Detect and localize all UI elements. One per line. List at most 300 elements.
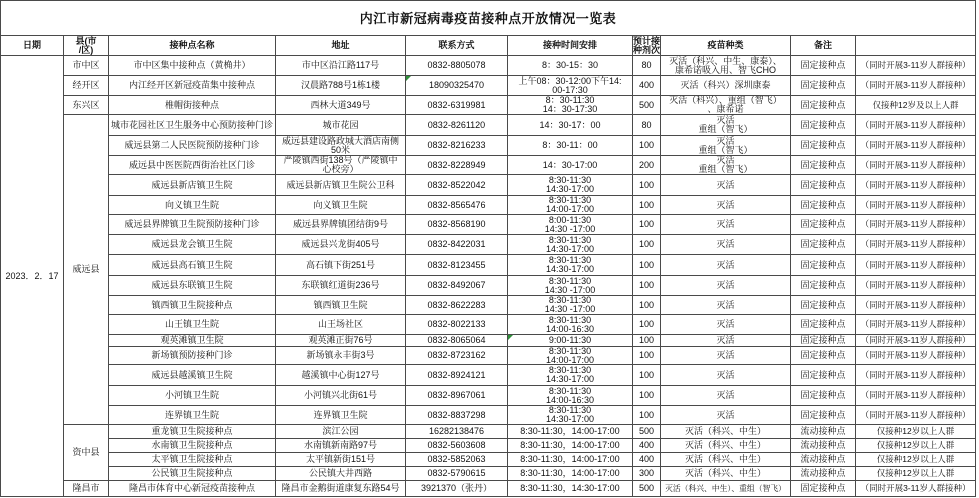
contact-cell[interactable] bbox=[406, 255, 508, 276]
note-cell[interactable] bbox=[856, 175, 976, 196]
site-type-cell[interactable] bbox=[791, 136, 856, 156]
address-text: 城市花园 bbox=[322, 119, 359, 130]
vaccine-type-text: 灭活 bbox=[716, 239, 735, 249]
header-county-line: /区) bbox=[78, 44, 94, 55]
vaccine-type-cell[interactable] bbox=[661, 296, 791, 315]
planned-doses-cell[interactable] bbox=[633, 386, 661, 406]
cell-line: 14:30 -17:00 bbox=[544, 284, 596, 295]
time-schedule-text: 14：30-17:00 bbox=[542, 159, 598, 170]
planned-doses-text: 100 bbox=[638, 369, 655, 380]
contact-cell[interactable] bbox=[406, 276, 508, 296]
cell-line: 8:30-11:30 bbox=[548, 406, 592, 415]
contact-cell[interactable] bbox=[406, 365, 508, 386]
address-cell[interactable] bbox=[276, 156, 406, 175]
time-schedule-cell[interactable] bbox=[508, 467, 633, 481]
site-type-text: 固定接种点 bbox=[800, 199, 846, 210]
note-cell[interactable] bbox=[856, 235, 976, 255]
note-cell[interactable] bbox=[856, 467, 976, 481]
site-name-text: 椎帽街接种点 bbox=[164, 99, 219, 110]
planned-doses-cell[interactable] bbox=[633, 335, 661, 347]
vaccine-type-cell[interactable] bbox=[661, 276, 791, 296]
site-type-text: 固定接种点 bbox=[800, 80, 846, 90]
site-name-cell[interactable] bbox=[109, 296, 276, 315]
header-contact[interactable] bbox=[406, 36, 508, 56]
site-name-text: 水南镇卫生院接种点 bbox=[151, 440, 233, 450]
site-type-cell[interactable] bbox=[791, 439, 856, 453]
vaccine-type-text: 灭活 bbox=[716, 350, 735, 360]
address-cell[interactable] bbox=[276, 439, 406, 453]
vaccine-type-cell[interactable] bbox=[661, 156, 791, 175]
table-row bbox=[1, 76, 976, 96]
note-cell[interactable] bbox=[856, 481, 976, 497]
cell-line: 14:30-17:00 bbox=[545, 374, 595, 384]
planned-doses-text: 100 bbox=[638, 319, 655, 329]
site-type-cell[interactable] bbox=[791, 276, 856, 296]
vaccine-type-cell[interactable] bbox=[661, 56, 791, 76]
site-name-cell[interactable] bbox=[109, 467, 276, 481]
time-schedule-cell[interactable] bbox=[508, 315, 633, 335]
cell-line: 上午08：30-12:00下午14: bbox=[518, 76, 622, 86]
header-remark-label: 备注 bbox=[813, 40, 832, 50]
contact-cell[interactable] bbox=[406, 156, 508, 175]
note-cell[interactable] bbox=[856, 115, 976, 136]
time-schedule-cell[interactable] bbox=[508, 215, 633, 235]
note-cell[interactable] bbox=[856, 453, 976, 467]
planned-doses-cell[interactable] bbox=[633, 481, 661, 497]
planned-doses-cell[interactable] bbox=[633, 467, 661, 481]
vaccine-type-cell[interactable] bbox=[661, 406, 791, 425]
site-type-text: 固定接种点 bbox=[800, 319, 846, 329]
site-name-cell[interactable] bbox=[109, 115, 276, 136]
note-cell[interactable] bbox=[856, 196, 976, 215]
cell-line: 14:30-17:00 bbox=[545, 264, 595, 274]
planned-doses-cell[interactable] bbox=[633, 425, 661, 439]
time-schedule-cell[interactable] bbox=[508, 115, 633, 136]
address-cell[interactable] bbox=[276, 196, 406, 215]
note-cell[interactable] bbox=[856, 425, 976, 439]
address-cell[interactable] bbox=[276, 406, 406, 425]
planned-doses-cell[interactable] bbox=[633, 196, 661, 215]
contact-cell[interactable] bbox=[406, 481, 508, 497]
header-vaccine[interactable] bbox=[661, 36, 791, 56]
note-cell[interactable] bbox=[856, 276, 976, 296]
planned-doses-cell[interactable] bbox=[633, 115, 661, 136]
note-cell[interactable] bbox=[856, 215, 976, 235]
cell-line: 、康希诺 bbox=[707, 104, 744, 114]
contact-cell[interactable] bbox=[406, 467, 508, 481]
time-schedule-cell[interactable] bbox=[508, 76, 633, 96]
site-type-text: 固定接种点 bbox=[800, 219, 846, 229]
address-text: 越溪镇中心街127号 bbox=[301, 369, 380, 380]
county-cell[interactable] bbox=[64, 96, 109, 115]
site-type-cell[interactable] bbox=[791, 406, 856, 425]
contact-text: 0832-5603608 bbox=[427, 440, 486, 450]
contact-cell[interactable] bbox=[406, 96, 508, 115]
table-row bbox=[1, 481, 976, 497]
address-cell[interactable] bbox=[276, 481, 406, 497]
site-name-cell[interactable] bbox=[109, 136, 276, 156]
planned-doses-cell[interactable] bbox=[633, 136, 661, 156]
header-time[interactable] bbox=[508, 36, 633, 56]
time-schedule-cell[interactable] bbox=[508, 365, 633, 386]
vaccine-type-cell[interactable] bbox=[661, 136, 791, 156]
site-type-cell[interactable] bbox=[791, 296, 856, 315]
contact-cell[interactable] bbox=[406, 406, 508, 425]
site-type-cell[interactable] bbox=[791, 115, 856, 136]
contact-cell[interactable] bbox=[406, 296, 508, 315]
vaccine-type-cell[interactable] bbox=[661, 255, 791, 276]
site-type-cell[interactable] bbox=[791, 453, 856, 467]
county-name: 东兴区 bbox=[72, 99, 100, 110]
planned-doses-cell[interactable] bbox=[633, 406, 661, 425]
contact-cell[interactable] bbox=[406, 425, 508, 439]
site-name-cell[interactable] bbox=[109, 156, 276, 175]
time-schedule-cell[interactable] bbox=[508, 255, 633, 276]
site-name-cell[interactable] bbox=[109, 56, 276, 76]
planned-doses-cell[interactable] bbox=[633, 347, 661, 365]
vaccine-type-cell[interactable] bbox=[661, 347, 791, 365]
note-text: （同时开展3-11岁人群接种） bbox=[860, 199, 971, 210]
contact-cell[interactable] bbox=[406, 115, 508, 136]
time-schedule-cell[interactable] bbox=[508, 481, 633, 497]
site-type-text: 固定接种点 bbox=[800, 60, 846, 70]
header-address[interactable] bbox=[276, 36, 406, 56]
time-schedule-text bbox=[508, 215, 632, 234]
site-type-cell[interactable] bbox=[791, 235, 856, 255]
time-schedule-cell[interactable] bbox=[508, 96, 633, 115]
contact-cell[interactable] bbox=[406, 386, 508, 406]
site-name-text: 威远县界牌镇卫生院预防接种门诊 bbox=[124, 219, 260, 229]
site-name-cell[interactable] bbox=[109, 215, 276, 235]
note-cell[interactable] bbox=[856, 347, 976, 365]
site-type-cell[interactable] bbox=[791, 347, 856, 365]
table-row bbox=[1, 453, 976, 467]
header-note[interactable] bbox=[856, 36, 976, 56]
site-type-text: 固定接种点 bbox=[800, 409, 846, 420]
planned-doses-cell[interactable] bbox=[633, 156, 661, 175]
date-cell[interactable] bbox=[1, 56, 64, 497]
address-text: 威远县界牌镇团结街9号 bbox=[292, 219, 388, 229]
cell-line: 14:30 -17:00 bbox=[544, 223, 596, 234]
time-schedule-text: 8:30-11:30，14:00-17:00 bbox=[520, 468, 620, 478]
time-schedule-cell[interactable] bbox=[508, 136, 633, 156]
address-cell[interactable] bbox=[276, 76, 406, 96]
address-text: 市中区沿江路117号 bbox=[301, 60, 380, 70]
address-cell[interactable] bbox=[276, 425, 406, 439]
contact-text: 3921370（张丹） bbox=[420, 483, 493, 493]
cell-line: 重组（智飞） bbox=[698, 124, 753, 134]
date-value: 2023．2．17 bbox=[5, 270, 59, 281]
time-schedule-cell[interactable] bbox=[508, 425, 633, 439]
time-schedule-cell[interactable] bbox=[508, 156, 633, 175]
planned-doses-cell[interactable] bbox=[633, 255, 661, 276]
contact-cell[interactable] bbox=[406, 347, 508, 365]
time-schedule-cell[interactable] bbox=[508, 175, 633, 196]
header-address-label: 地址 bbox=[331, 40, 350, 50]
cell-line: 8:30-11:30 bbox=[548, 365, 592, 375]
site-name-cell[interactable] bbox=[109, 76, 276, 96]
cell-line: 严陵镇西街138号（严陵镇中 bbox=[283, 156, 398, 165]
planned-doses-cell[interactable] bbox=[633, 76, 661, 96]
vaccine-type-cell[interactable] bbox=[661, 453, 791, 467]
planned-doses-cell[interactable] bbox=[633, 235, 661, 255]
error-indicator-icon bbox=[406, 76, 411, 81]
address-text: 山王场社区 bbox=[317, 319, 363, 329]
note-cell[interactable] bbox=[856, 255, 976, 276]
time-schedule-cell[interactable] bbox=[508, 406, 633, 425]
contact-cell[interactable] bbox=[406, 235, 508, 255]
site-type-cell[interactable] bbox=[791, 315, 856, 335]
site-name-cell[interactable] bbox=[109, 481, 276, 497]
address-cell[interactable] bbox=[276, 347, 406, 365]
site-type-text: 固定接种点 bbox=[800, 179, 846, 190]
contact-text: 0832-8492067 bbox=[427, 280, 486, 290]
vaccine-type-cell[interactable] bbox=[661, 215, 791, 235]
header-county[interactable] bbox=[64, 36, 109, 56]
cell-line: 8:30-11:30 bbox=[548, 386, 592, 396]
note-cell[interactable] bbox=[856, 406, 976, 425]
vaccine-type-cell[interactable] bbox=[661, 175, 791, 196]
header-site[interactable] bbox=[109, 36, 276, 56]
site-type-text: 固定接种点 bbox=[800, 99, 846, 110]
note-text: （同时开展3-11岁人群接种） bbox=[860, 179, 971, 190]
planned-doses-text: 500 bbox=[638, 426, 655, 436]
contact-text: 16282138476 bbox=[428, 426, 485, 436]
site-name-cell[interactable] bbox=[109, 439, 276, 453]
header-date-label: 日期 bbox=[22, 40, 41, 50]
time-schedule-cell[interactable] bbox=[508, 235, 633, 255]
site-name-cell[interactable] bbox=[109, 365, 276, 386]
vaccine-type-cell[interactable] bbox=[661, 115, 791, 136]
note-text: 仅接种12岁以上人群 bbox=[876, 426, 955, 436]
header-doses[interactable] bbox=[633, 36, 661, 56]
address-cell[interactable] bbox=[276, 115, 406, 136]
contact-cell[interactable] bbox=[406, 215, 508, 235]
site-type-cell[interactable] bbox=[791, 215, 856, 235]
planned-doses-cell[interactable] bbox=[633, 296, 661, 315]
site-type-cell[interactable] bbox=[791, 96, 856, 115]
vaccine-type-cell[interactable] bbox=[661, 76, 791, 96]
table-row bbox=[1, 406, 976, 425]
site-name-cell[interactable] bbox=[109, 425, 276, 439]
cell-line: 8：30-11:30 bbox=[545, 96, 595, 105]
site-type-text: 固定接种点 bbox=[800, 350, 846, 360]
site-name-cell[interactable] bbox=[109, 276, 276, 296]
address-cell[interactable] bbox=[276, 96, 406, 115]
vaccine-type-cell[interactable] bbox=[661, 335, 791, 347]
site-type-cell[interactable] bbox=[791, 467, 856, 481]
address-cell[interactable] bbox=[276, 136, 406, 156]
address-cell[interactable] bbox=[276, 235, 406, 255]
vaccine-type-cell[interactable] bbox=[661, 386, 791, 406]
site-name-text: 镇西镇卫生院接种点 bbox=[151, 299, 233, 310]
address-text: 向义镇卫生院 bbox=[313, 199, 368, 210]
contact-cell[interactable] bbox=[406, 453, 508, 467]
note-cell[interactable] bbox=[856, 96, 976, 115]
site-type-cell[interactable] bbox=[791, 76, 856, 96]
contact-cell[interactable] bbox=[406, 136, 508, 156]
vaccine-type-text: 灭活 bbox=[716, 179, 735, 190]
time-schedule-cell[interactable] bbox=[508, 386, 633, 406]
county-cell[interactable] bbox=[64, 481, 109, 497]
time-schedule-cell[interactable] bbox=[508, 276, 633, 296]
address-text bbox=[276, 136, 405, 155]
site-type-cell[interactable] bbox=[791, 386, 856, 406]
planned-doses-text: 200 bbox=[638, 159, 655, 170]
time-schedule-text bbox=[508, 76, 632, 95]
cell-line: 灭活 bbox=[716, 156, 735, 165]
time-schedule-cell[interactable] bbox=[508, 347, 633, 365]
note-cell[interactable] bbox=[856, 76, 976, 96]
address-text: 太平镇新街151号 bbox=[305, 454, 376, 464]
site-name-text: 威远县新店镇卫生院 bbox=[151, 179, 233, 190]
vaccine-type-text: 灭活（科兴、中生） bbox=[684, 440, 766, 450]
note-cell[interactable] bbox=[856, 386, 976, 406]
site-type-cell[interactable] bbox=[791, 365, 856, 386]
header-county-label bbox=[64, 36, 108, 55]
contact-cell[interactable] bbox=[406, 175, 508, 196]
site-name-cell[interactable] bbox=[109, 315, 276, 335]
contact-text: 0832-8805078 bbox=[427, 60, 486, 70]
address-cell[interactable] bbox=[276, 365, 406, 386]
note-cell[interactable] bbox=[856, 136, 976, 156]
contact-cell[interactable] bbox=[406, 56, 508, 76]
site-type-cell[interactable] bbox=[791, 481, 856, 497]
address-cell[interactable] bbox=[276, 175, 406, 196]
note-cell[interactable] bbox=[856, 156, 976, 175]
title-cell[interactable] bbox=[1, 1, 976, 36]
time-schedule-cell[interactable] bbox=[508, 453, 633, 467]
site-name-cell[interactable] bbox=[109, 255, 276, 276]
contact-cell[interactable] bbox=[406, 76, 508, 96]
cell-line: 14:30 -17:00 bbox=[544, 304, 596, 314]
header-doses-line: 种剂次 bbox=[633, 44, 660, 55]
planned-doses-cell[interactable] bbox=[633, 56, 661, 76]
note-cell[interactable] bbox=[856, 56, 976, 76]
note-text: （同时开展3-11岁人群接种） bbox=[860, 60, 971, 70]
site-name-cell[interactable] bbox=[109, 347, 276, 365]
planned-doses-cell[interactable] bbox=[633, 276, 661, 296]
address-cell[interactable] bbox=[276, 56, 406, 76]
table-row bbox=[1, 96, 976, 115]
time-schedule-text bbox=[508, 296, 632, 314]
vaccine-type-cell[interactable] bbox=[661, 315, 791, 335]
note-cell[interactable] bbox=[856, 315, 976, 335]
county-cell[interactable] bbox=[64, 76, 109, 96]
planned-doses-cell[interactable] bbox=[633, 215, 661, 235]
planned-doses-cell[interactable] bbox=[633, 439, 661, 453]
time-schedule-text bbox=[508, 96, 632, 114]
vaccine-type-cell[interactable] bbox=[661, 425, 791, 439]
site-name-cell[interactable] bbox=[109, 196, 276, 215]
contact-text: 0832-8723162 bbox=[427, 350, 486, 360]
address-text bbox=[276, 156, 405, 174]
planned-doses-text: 100 bbox=[638, 335, 655, 345]
header-remark[interactable] bbox=[791, 36, 856, 56]
note-cell[interactable] bbox=[856, 439, 976, 453]
site-type-cell[interactable] bbox=[791, 196, 856, 215]
address-cell[interactable] bbox=[276, 453, 406, 467]
site-name-text: 小河镇卫生院 bbox=[164, 390, 219, 400]
contact-cell[interactable] bbox=[406, 335, 508, 347]
vaccine-type-cell[interactable] bbox=[661, 235, 791, 255]
address-cell[interactable] bbox=[276, 467, 406, 481]
county-cell[interactable] bbox=[64, 425, 109, 481]
cell-line: 重组（智飞） bbox=[698, 144, 753, 155]
contact-text: 0832-8065064 bbox=[427, 335, 486, 345]
planned-doses-cell[interactable] bbox=[633, 175, 661, 196]
vaccine-type-cell[interactable] bbox=[661, 96, 791, 115]
address-cell[interactable] bbox=[276, 315, 406, 335]
header-date[interactable] bbox=[1, 36, 64, 56]
address-cell[interactable] bbox=[276, 386, 406, 406]
planned-doses-cell[interactable] bbox=[633, 365, 661, 386]
vaccine-type-cell[interactable] bbox=[661, 196, 791, 215]
vaccine-type-cell[interactable] bbox=[661, 467, 791, 481]
table-row bbox=[1, 196, 976, 215]
address-cell[interactable] bbox=[276, 255, 406, 276]
time-schedule-cell[interactable] bbox=[508, 439, 633, 453]
vaccine-type-text: 灭活 bbox=[716, 369, 735, 380]
address-cell[interactable] bbox=[276, 276, 406, 296]
time-schedule-cell[interactable] bbox=[508, 335, 633, 347]
site-name-cell[interactable] bbox=[109, 335, 276, 347]
cell-line: 8:30-11:30 bbox=[548, 235, 592, 245]
planned-doses-cell[interactable] bbox=[633, 96, 661, 115]
site-name-cell[interactable] bbox=[109, 406, 276, 425]
address-cell[interactable] bbox=[276, 335, 406, 347]
site-type-cell[interactable] bbox=[791, 425, 856, 439]
planned-doses-cell[interactable] bbox=[633, 453, 661, 467]
site-name-cell[interactable] bbox=[109, 96, 276, 115]
address-cell[interactable] bbox=[276, 296, 406, 315]
site-type-cell[interactable] bbox=[791, 56, 856, 76]
contact-cell[interactable] bbox=[406, 196, 508, 215]
site-type-cell[interactable] bbox=[791, 255, 856, 276]
site-name-cell[interactable] bbox=[109, 235, 276, 255]
contact-cell[interactable] bbox=[406, 315, 508, 335]
address-text: 威远县新店镇卫生院公卫科 bbox=[286, 179, 395, 190]
note-cell[interactable] bbox=[856, 365, 976, 386]
vaccine-type-cell[interactable] bbox=[661, 439, 791, 453]
time-schedule-cell[interactable] bbox=[508, 196, 633, 215]
address-text: 小河镇兴北街61号 bbox=[303, 390, 377, 400]
planned-doses-cell[interactable] bbox=[633, 315, 661, 335]
vaccine-type-cell[interactable] bbox=[661, 365, 791, 386]
header-row bbox=[1, 36, 976, 56]
site-name-cell[interactable] bbox=[109, 453, 276, 467]
time-schedule-cell[interactable] bbox=[508, 296, 633, 315]
time-schedule-text: 14：30-17：00 bbox=[539, 119, 601, 130]
vaccine-type-cell[interactable] bbox=[661, 481, 791, 497]
site-name-text: 新场镇预防接种门诊 bbox=[151, 350, 233, 360]
site-type-cell[interactable] bbox=[791, 335, 856, 347]
time-schedule-cell[interactable] bbox=[508, 56, 633, 76]
site-name-cell[interactable] bbox=[109, 386, 276, 406]
site-name-cell[interactable] bbox=[109, 175, 276, 196]
county-cell[interactable] bbox=[64, 56, 109, 76]
address-cell[interactable] bbox=[276, 215, 406, 235]
site-type-cell[interactable] bbox=[791, 156, 856, 175]
contact-cell[interactable] bbox=[406, 439, 508, 453]
planned-doses-text: 100 bbox=[638, 259, 655, 270]
header-time-label: 接种时间安排 bbox=[542, 40, 597, 50]
note-cell[interactable] bbox=[856, 335, 976, 347]
site-type-cell[interactable] bbox=[791, 175, 856, 196]
county-cell[interactable] bbox=[64, 115, 109, 425]
note-cell[interactable] bbox=[856, 296, 976, 315]
planned-doses-text: 100 bbox=[638, 140, 655, 150]
